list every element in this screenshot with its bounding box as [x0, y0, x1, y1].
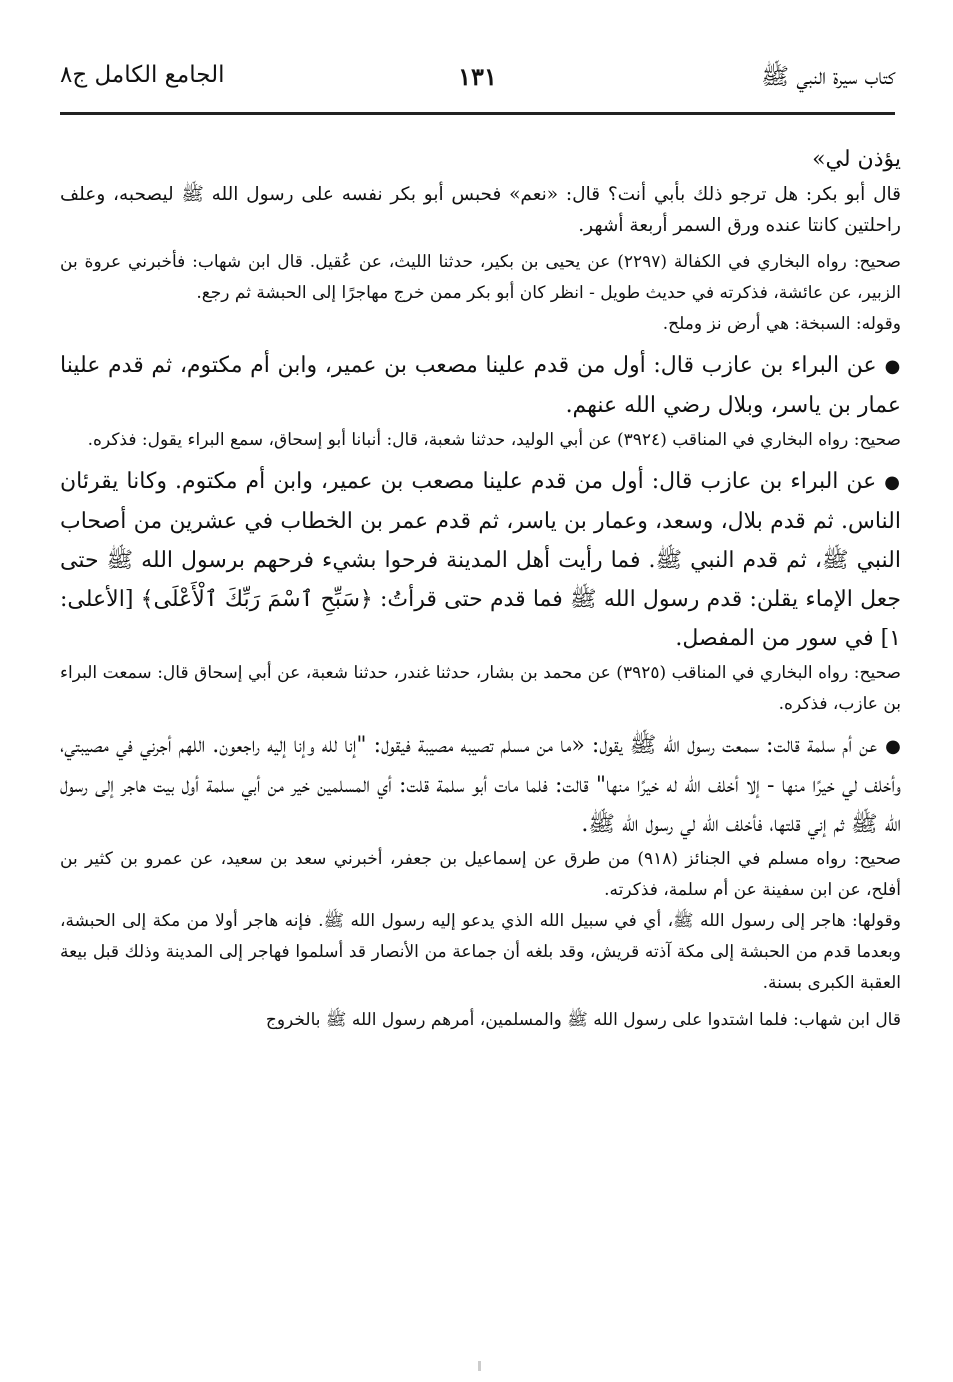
paragraph: [60, 247, 901, 309]
paragraph-text: عن أم سلمة قالت: سمعت رسول الله ﷺ يقول: «ما من مسلم تصيبه مصيبة فيقول: "إنا لله وإنا إليه راجعون. اللهم أجرني في مصيبتي، وأخلف لي خيرًا منها - إلا أخلف الله له خيرًا منها" قالت: فلما مات أبو سلمة قلت: أي المسلمين خير من أبي سلمة أول بيت هاجر إلى رسول الله ﷺ ثم إني قلتها، فأخلف الله لي رسول الله ﷺ.: [60, 733, 901, 837]
paragraph-text: عن البراء بن عازب قال: أول من قدم علينا مصعب بن عمير، وابن أم مكتوم، ثم قدم علينا عمار بن ياسر، وبلال رضي الله عنهم.: [60, 353, 901, 418]
paragraph: [60, 140, 901, 179]
bullet-icon: ●: [884, 356, 901, 377]
paragraph-text: وقولها: هاجر إلى رسول الله ﷺ، أي في سبيل الله الذي يدعو إليه رسول الله ﷺ. فإنه هاجر أولا من مكة إلى الحبشة، وبعدما قدم من الحبشة إلى مكة آذته قريش، وقد بلغه أن جماعة من الأنصار قد أسلموا فهاجر إلى المدينة وذلك قبل بيعة العقبة الكبرى بسنة.: [60, 911, 901, 993]
paragraph: [60, 425, 901, 456]
page-body: [60, 140, 901, 1036]
paragraph-text: صحيح: رواه مسلم في الجنائز (٩١٨) من طرق عن إسماعيل بن جعفر، أخبرني سعد بن سعيد، عن عمرو بن كثير بن أفلح، عن ابن سفينة عن أم سلمة، فذكرته.: [60, 849, 901, 900]
header-rule: [60, 112, 895, 115]
series-title: الجامع الكامل ج٨: [60, 62, 225, 88]
paragraph: [60, 1005, 901, 1036]
paragraph: [60, 906, 901, 999]
scan-mark: [478, 1361, 481, 1371]
book-title: كتاب سيرة النبي ﷺ: [761, 64, 895, 90]
paragraph-text: عن البراء بن عازب قال: أول من قدم علينا مصعب بن عمير، وابن أم مكتوم. وكانا يقرئان الناس. ثم قدم بلال، وسعد، وعمار بن ياسر، ثم قدم عمر بن الخطاب في عشرين من أصحاب النبي ﷺ، ثم قدم النبي ﷺ. فما رأيت أهل المدينة فرحوا بشيء فرحهم برسول الله ﷺ حتى جعل الإماء يقلن: قدم رسول الله ﷺ فما قدم حتى قرأتُ: ﴿سَبِّحِ ٱسْمَ رَبِّكَ ٱلْأَعْلَى﴾ [الأعلى: ١] في سور من المفصل.: [60, 469, 901, 651]
paragraph: [60, 462, 901, 658]
paragraph: [60, 726, 901, 844]
bullet-icon: ●: [885, 736, 901, 757]
page-header: [60, 62, 895, 102]
paragraph: [60, 179, 901, 241]
paragraph-text: صحيح: رواه البخاري في المناقب (٣٩٢٤) عن أبي الوليد، حدثنا شعبة، قال: أنبانا أبو إسحاق، سمع البراء يقول: فذكره.: [87, 430, 901, 450]
paragraph: [60, 844, 901, 906]
paragraph: [60, 346, 901, 425]
bullet-icon: ●: [884, 472, 901, 493]
paragraph: [60, 309, 901, 340]
paragraph-text: صحيح: رواه البخاري في المناقب (٣٩٢٥) عن محمد بن بشار، حدثنا غندر، حدثنا شعبة، عن أبي إسحاق قال: سمعت البراء بن عازب، فذكره.: [60, 663, 901, 714]
paragraph-text: صحيح: رواه البخاري في الكفالة (٢٢٩٧) عن يحيى بن بكير، حدثنا الليث، عن عُقيل. قال ابن شهاب: فأخبرني عروة بن الزبير، عن عائشة، فذكرته في حديث طويل - انظر كان أبو بكر ممن خرج مهاجرًا إلى الحبشة ثم رجع.: [60, 252, 901, 303]
paragraph: [60, 658, 901, 720]
page-number: ١٣١: [458, 62, 497, 91]
paragraph-text: يؤذن لي»: [812, 147, 901, 172]
paragraph-text: قال أبو بكر: هل ترجو ذلك بأبي أنت؟ قال: «نعم» فحبس أبو بكر نفسه على رسول الله ﷺ ليصحبه، وعلف راحلتين كانتا عنده ورق السمر أربعة أشهر.: [60, 184, 901, 236]
paragraph-text: قال ابن شهاب: فلما اشتدوا على رسول الله ﷺ والمسلمين، أمرهم رسول الله ﷺ بالخروج: [265, 1010, 901, 1030]
paragraph-text: وقوله: السبخة: هي أرض نز وملح.: [662, 314, 901, 334]
